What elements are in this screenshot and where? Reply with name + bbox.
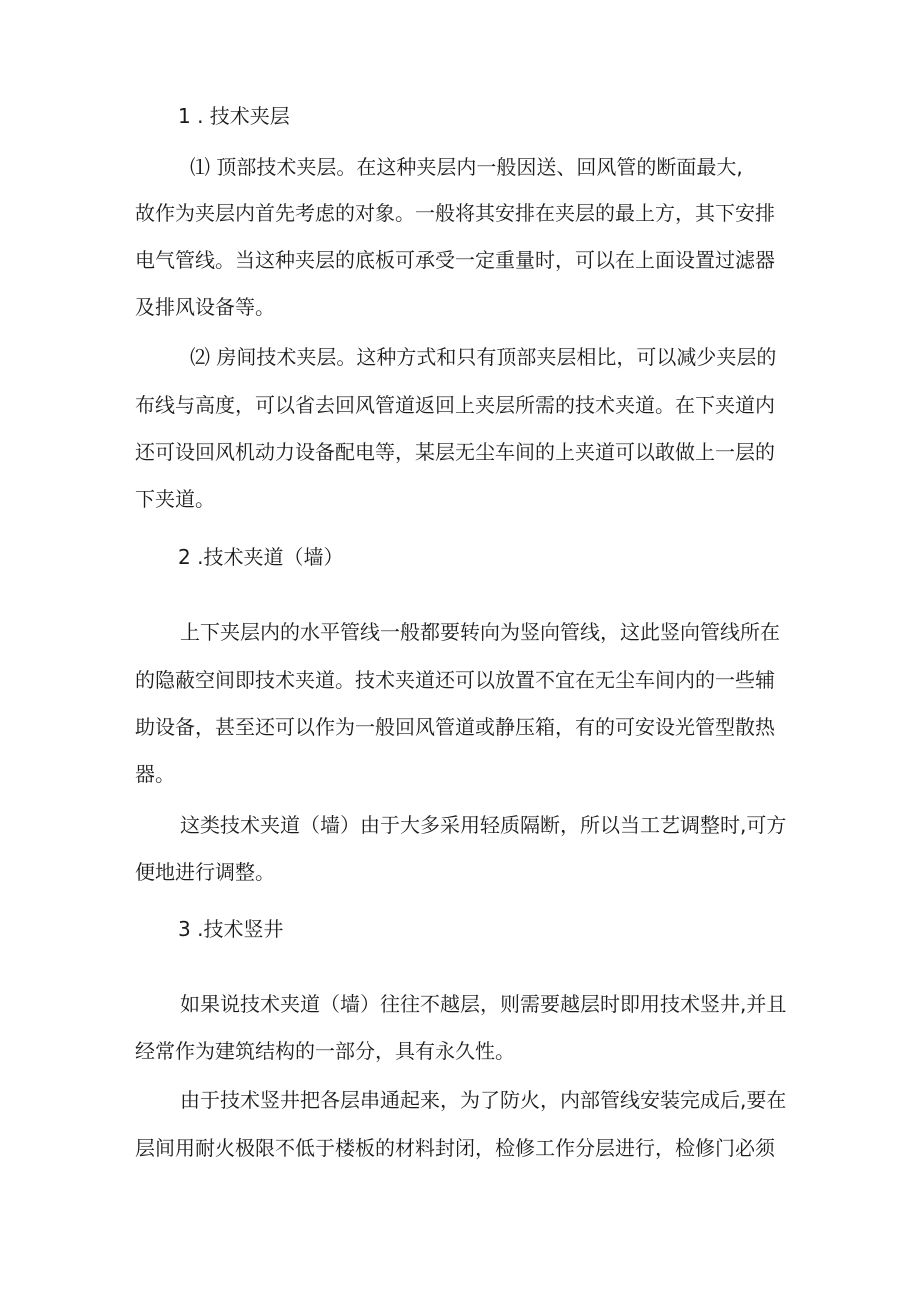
paragraph-line: 由于技术竖井把各层串通起来，为了防火，内部管线安装完成后,要在 — [180, 1088, 787, 1112]
paragraph-line: 布线与高度，可以省去回风管道返回上夹层所需的技术夹道。在下夹道内 — [135, 393, 775, 417]
paragraph-line: 这类技术夹道（墙）由于大多采用轻质隔断，所以当工艺调整时,可方 — [180, 813, 787, 837]
section-heading-1: 1 . 技术夹层 — [178, 104, 290, 128]
paragraph-line: 助设备，甚至还可以作为一般回风管道或静压箱，有的可安设光管型散热 — [135, 715, 775, 739]
paragraph-line: 层间用耐火极限不低于楼板的材料封闭，检修工作分层进行，检修门必须 — [135, 1136, 775, 1160]
paragraph-line: ⑵ 房间技术夹层。这种方式和只有顶部夹层相比，可以减少夹层的 — [190, 345, 777, 369]
paragraph-line: 便地进行调整。 — [135, 860, 275, 884]
paragraph-line: 故作为夹层内首先考虑的对象。一般将其安排在夹层的最上方，其下安排 — [135, 201, 775, 225]
paragraph-line: 上下夹层内的水平管线一般都要转向为竖向管线，这此竖向管线所在 — [180, 620, 780, 644]
paragraph-line: 及排风设备等。 — [135, 295, 275, 319]
paragraph-line: 还可设回风机动力设备配电等，某层无尘车间的上夹道可以敢做上一层的 — [135, 440, 775, 464]
paragraph-line: 的隐蔽空间即技术夹道。技术夹道还可以放置不宜在无尘车间内的一些辅 — [135, 668, 775, 692]
paragraph-line: 如果说技术夹道（墙）往往不越层，则需要越层时即用技术竖井,并且 — [180, 992, 787, 1016]
section-heading-3: 3 .技术竖井 — [178, 917, 284, 941]
paragraph-line: 经常作为建筑结构的一部分，具有永久性。 — [135, 1039, 515, 1063]
paragraph-line: 器。 — [135, 762, 175, 786]
paragraph-line: 下夹道。 — [135, 487, 215, 511]
paragraph-line: 电气管线。当这种夹层的底板可承受一定重量时，可以在上面设置过滤器 — [135, 248, 775, 272]
paragraph-line: ⑴ 顶部技术夹层。在这种夹层内一般因送、回风管的断面最大, — [190, 155, 743, 179]
section-heading-2: 2 .技术夹道（墙） — [178, 545, 344, 569]
